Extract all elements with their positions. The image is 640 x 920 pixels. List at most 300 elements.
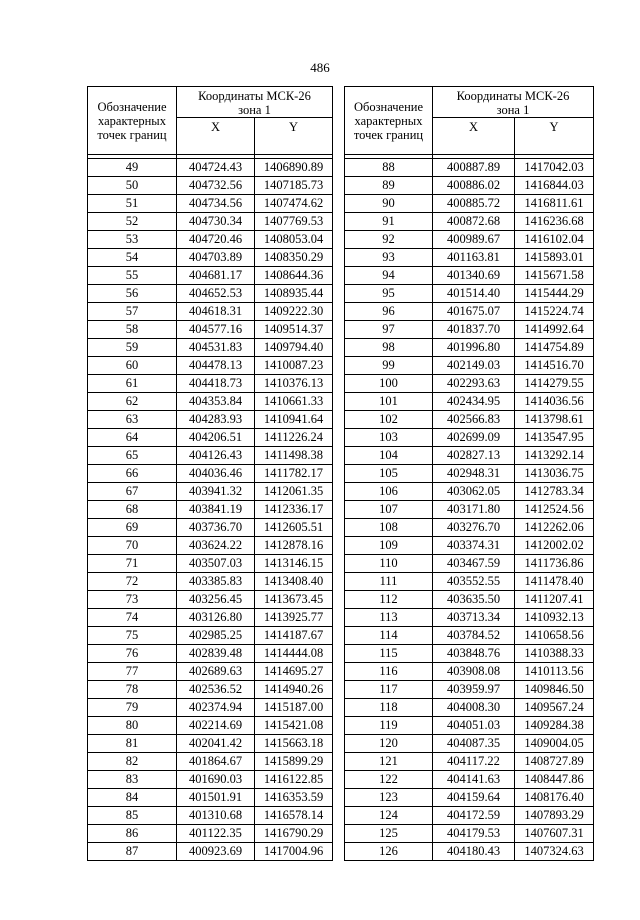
y-coordinate-cell: 1409284.38 [515,717,594,735]
table-row [88,429,333,447]
y-coordinate-cell: 1410376.13 [255,375,333,393]
point-id-cell: 53 [88,231,177,249]
point-id-cell: 112 [345,591,433,609]
table-row [88,321,333,339]
y-coordinate-cell: 1415444.29 [515,285,594,303]
x-coordinate-cell: 401163.81 [433,249,515,267]
point-id-cell: 67 [88,483,177,501]
x-coordinate-cell: 404087.35 [433,735,515,753]
coordinates-table-left [87,86,333,861]
y-coordinate-cell: 1413547.95 [515,429,594,447]
point-id-cell: 102 [345,411,433,429]
x-coordinate-cell: 402041.42 [177,735,255,753]
y-coordinate-cell: 1411782.17 [255,465,333,483]
coordinates-table-right [344,86,594,861]
x-coordinate-cell: 402948.31 [433,465,515,483]
x-coordinate-cell: 402985.25 [177,627,255,645]
y-coordinate-cell: 1410941.64 [255,411,333,429]
point-id-cell: 75 [88,627,177,645]
table-row [345,357,594,375]
y-coordinate-cell: 1408447.86 [515,771,594,789]
table-row [345,537,594,555]
point-id-cell: 111 [345,573,433,591]
table-row [88,735,333,753]
table-row [345,393,594,411]
point-id-cell: 84 [88,789,177,807]
x-coordinate-cell: 401310.68 [177,807,255,825]
point-id-cell: 79 [88,699,177,717]
x-coordinate-cell: 403959.97 [433,681,515,699]
table-row [345,465,594,483]
table-row [345,321,594,339]
y-coordinate-cell: 1416790.29 [255,825,333,843]
x-coordinate-cell: 404724.43 [177,159,255,177]
x-coordinate-cell: 402214.69 [177,717,255,735]
point-id-cell: 105 [345,465,433,483]
x-coordinate-cell: 404180.43 [433,843,515,861]
y-coordinate-cell: 1407893.29 [515,807,594,825]
y-coordinate-cell: 1413798.61 [515,411,594,429]
x-coordinate-cell: 404732.56 [177,177,255,195]
point-id-cell: 103 [345,429,433,447]
table-row [88,609,333,627]
point-id-cell: 58 [88,321,177,339]
point-id-cell: 101 [345,393,433,411]
y-coordinate-cell: 1412783.34 [515,483,594,501]
header-x: X [433,118,515,155]
point-id-cell: 56 [88,285,177,303]
y-coordinate-cell: 1411498.38 [255,447,333,465]
table-row [88,447,333,465]
table-row [345,843,594,861]
table-row [88,213,333,231]
y-coordinate-cell: 1414754.89 [515,339,594,357]
table-row [345,447,594,465]
x-coordinate-cell: 403624.22 [177,537,255,555]
table-row [345,789,594,807]
y-coordinate-cell: 1408176.40 [515,789,594,807]
y-coordinate-cell: 1407474.62 [255,195,333,213]
x-coordinate-cell: 404734.56 [177,195,255,213]
table-row [345,645,594,663]
point-id-cell: 76 [88,645,177,663]
y-coordinate-cell: 1407185.73 [255,177,333,195]
table-body-left [88,155,333,861]
point-id-cell: 118 [345,699,433,717]
table-row [88,843,333,861]
point-id-cell: 82 [88,753,177,771]
y-coordinate-cell: 1409514.37 [255,321,333,339]
y-coordinate-cell: 1409222.30 [255,303,333,321]
point-id-cell: 108 [345,519,433,537]
table-row [345,771,594,789]
x-coordinate-cell: 404353.84 [177,393,255,411]
x-coordinate-cell: 401675.07 [433,303,515,321]
point-id-cell: 54 [88,249,177,267]
point-id-cell: 69 [88,519,177,537]
x-coordinate-cell: 404703.89 [177,249,255,267]
point-id-cell: 93 [345,249,433,267]
table-row [345,591,594,609]
table-row [345,627,594,645]
table-row [345,375,594,393]
point-id-cell: 119 [345,717,433,735]
x-coordinate-cell: 404681.17 [177,267,255,285]
x-coordinate-cell: 404283.93 [177,411,255,429]
x-coordinate-cell: 403908.08 [433,663,515,681]
y-coordinate-cell: 1416236.68 [515,213,594,231]
point-id-cell: 95 [345,285,433,303]
point-id-cell: 106 [345,483,433,501]
x-coordinate-cell: 404141.63 [433,771,515,789]
table-row [345,609,594,627]
table-row [88,555,333,573]
x-coordinate-cell: 400872.68 [433,213,515,231]
table-row [345,483,594,501]
y-coordinate-cell: 1413408.40 [255,573,333,591]
point-id-cell: 68 [88,501,177,519]
y-coordinate-cell: 1410661.33 [255,393,333,411]
y-coordinate-cell: 1416844.03 [515,177,594,195]
y-coordinate-cell: 1411226.24 [255,429,333,447]
table-row [88,249,333,267]
table-row [88,357,333,375]
y-coordinate-cell: 1407324.63 [515,843,594,861]
x-coordinate-cell: 403276.70 [433,519,515,537]
y-coordinate-cell: 1408727.89 [515,753,594,771]
point-id-cell: 55 [88,267,177,285]
table-row [345,249,594,267]
point-id-cell: 110 [345,555,433,573]
point-id-cell: 122 [345,771,433,789]
table-row [88,231,333,249]
y-coordinate-cell: 1411478.40 [515,573,594,591]
table-row [88,375,333,393]
x-coordinate-cell: 403385.83 [177,573,255,591]
x-coordinate-cell: 402536.52 [177,681,255,699]
y-coordinate-cell: 1414036.56 [515,393,594,411]
y-coordinate-cell: 1409846.50 [515,681,594,699]
point-id-cell: 60 [88,357,177,375]
table-row [88,537,333,555]
table-row [88,159,333,177]
y-coordinate-cell: 1414695.27 [255,663,333,681]
y-coordinate-cell: 1408644.36 [255,267,333,285]
header-x: X [177,118,255,155]
point-id-cell: 73 [88,591,177,609]
header-y: Y [255,118,333,155]
x-coordinate-cell: 402827.13 [433,447,515,465]
table-row [345,285,594,303]
point-id-cell: 92 [345,231,433,249]
table-row [345,231,594,249]
point-id-cell: 91 [345,213,433,231]
x-coordinate-cell: 403467.59 [433,555,515,573]
table-row [88,573,333,591]
y-coordinate-cell: 1414940.26 [255,681,333,699]
table-row [345,573,594,591]
header-point-label: Обозначение характерных точек границ [88,87,177,155]
point-id-cell: 87 [88,843,177,861]
point-id-cell: 78 [88,681,177,699]
x-coordinate-cell: 402149.03 [433,357,515,375]
x-coordinate-cell: 403126.80 [177,609,255,627]
y-coordinate-cell: 1414992.64 [515,321,594,339]
table-row [88,753,333,771]
y-coordinate-cell: 1412524.56 [515,501,594,519]
header-point-label: Обозначение характерных точек границ [345,87,433,155]
table-row [88,771,333,789]
table-row [345,681,594,699]
table-row [88,645,333,663]
x-coordinate-cell: 401122.35 [177,825,255,843]
x-coordinate-cell: 401340.69 [433,267,515,285]
point-id-cell: 121 [345,753,433,771]
y-coordinate-cell: 1406890.89 [255,159,333,177]
table-row [88,663,333,681]
y-coordinate-cell: 1413925.77 [255,609,333,627]
x-coordinate-cell: 404159.64 [433,789,515,807]
y-coordinate-cell: 1410087.23 [255,357,333,375]
y-coordinate-cell: 1412262.06 [515,519,594,537]
y-coordinate-cell: 1407769.53 [255,213,333,231]
table-row [88,627,333,645]
y-coordinate-cell: 1415663.18 [255,735,333,753]
y-coordinate-cell: 1408053.04 [255,231,333,249]
point-id-cell: 109 [345,537,433,555]
table-row [345,753,594,771]
table-row [345,663,594,681]
x-coordinate-cell: 403171.80 [433,501,515,519]
x-coordinate-cell: 404179.53 [433,825,515,843]
point-id-cell: 57 [88,303,177,321]
x-coordinate-cell: 404206.51 [177,429,255,447]
table-row [88,519,333,537]
x-coordinate-cell: 403507.03 [177,555,255,573]
table-row [88,483,333,501]
table-row [345,555,594,573]
y-coordinate-cell: 1410932.13 [515,609,594,627]
table-row [88,501,333,519]
table-row [88,681,333,699]
y-coordinate-cell: 1416578.14 [255,807,333,825]
y-coordinate-cell: 1410658.56 [515,627,594,645]
x-coordinate-cell: 404418.73 [177,375,255,393]
point-id-cell: 114 [345,627,433,645]
point-id-cell: 113 [345,609,433,627]
table-row [345,177,594,195]
header-coord-system: Координаты МСК-26 зона 1 [433,87,594,118]
x-coordinate-cell: 404618.31 [177,303,255,321]
table-row [345,213,594,231]
table-row [88,303,333,321]
x-coordinate-cell: 401837.70 [433,321,515,339]
point-id-cell: 51 [88,195,177,213]
table-row [88,195,333,213]
y-coordinate-cell: 1415893.01 [515,249,594,267]
x-coordinate-cell: 404577.16 [177,321,255,339]
point-id-cell: 89 [345,177,433,195]
table-row [345,717,594,735]
x-coordinate-cell: 403062.05 [433,483,515,501]
x-coordinate-cell: 402566.83 [433,411,515,429]
table-row [88,411,333,429]
point-id-cell: 86 [88,825,177,843]
x-coordinate-cell: 400923.69 [177,843,255,861]
point-id-cell: 99 [345,357,433,375]
x-coordinate-cell: 403941.32 [177,483,255,501]
x-coordinate-cell: 403374.31 [433,537,515,555]
table-row [345,339,594,357]
table-row [345,159,594,177]
point-id-cell: 120 [345,735,433,753]
table-row [345,735,594,753]
point-id-cell: 52 [88,213,177,231]
x-coordinate-cell: 402689.63 [177,663,255,681]
table-row [345,267,594,285]
x-coordinate-cell: 404172.59 [433,807,515,825]
table-row [345,699,594,717]
x-coordinate-cell: 404008.30 [433,699,515,717]
table-row [88,717,333,735]
y-coordinate-cell: 1414516.70 [515,357,594,375]
table-row [345,195,594,213]
table-row [88,267,333,285]
y-coordinate-cell: 1410388.33 [515,645,594,663]
point-id-cell: 64 [88,429,177,447]
y-coordinate-cell: 1412002.02 [515,537,594,555]
y-coordinate-cell: 1409567.24 [515,699,594,717]
point-id-cell: 96 [345,303,433,321]
y-coordinate-cell: 1413146.15 [255,555,333,573]
y-coordinate-cell: 1417004.96 [255,843,333,861]
point-id-cell: 88 [345,159,433,177]
x-coordinate-cell: 401501.91 [177,789,255,807]
point-id-cell: 63 [88,411,177,429]
point-id-cell: 59 [88,339,177,357]
y-coordinate-cell: 1407607.31 [515,825,594,843]
x-coordinate-cell: 400885.72 [433,195,515,213]
point-id-cell: 104 [345,447,433,465]
x-coordinate-cell: 403256.45 [177,591,255,609]
y-coordinate-cell: 1413673.45 [255,591,333,609]
point-id-cell: 81 [88,735,177,753]
y-coordinate-cell: 1412605.51 [255,519,333,537]
x-coordinate-cell: 404720.46 [177,231,255,249]
y-coordinate-cell: 1412336.17 [255,501,333,519]
x-coordinate-cell: 402434.95 [433,393,515,411]
y-coordinate-cell: 1415899.29 [255,753,333,771]
x-coordinate-cell: 404478.13 [177,357,255,375]
x-coordinate-cell: 403848.76 [433,645,515,663]
y-coordinate-cell: 1409004.05 [515,735,594,753]
table-row [88,339,333,357]
point-id-cell: 115 [345,645,433,663]
x-coordinate-cell: 403841.19 [177,501,255,519]
point-id-cell: 97 [345,321,433,339]
y-coordinate-cell: 1416102.04 [515,231,594,249]
x-coordinate-cell: 404652.53 [177,285,255,303]
y-coordinate-cell: 1416122.85 [255,771,333,789]
header-coord-system: Координаты МСК-26 зона 1 [177,87,333,118]
table-row [88,393,333,411]
x-coordinate-cell: 401514.40 [433,285,515,303]
point-id-cell: 65 [88,447,177,465]
point-id-cell: 77 [88,663,177,681]
table-row [345,501,594,519]
y-coordinate-cell: 1413292.14 [515,447,594,465]
point-id-cell: 80 [88,717,177,735]
y-coordinate-cell: 1415224.74 [515,303,594,321]
x-coordinate-cell: 400887.89 [433,159,515,177]
x-coordinate-cell: 402699.09 [433,429,515,447]
x-coordinate-cell: 402374.94 [177,699,255,717]
x-coordinate-cell: 404036.46 [177,465,255,483]
table-row [88,825,333,843]
table-row [345,411,594,429]
point-id-cell: 126 [345,843,433,861]
point-id-cell: 107 [345,501,433,519]
table-row [345,303,594,321]
x-coordinate-cell: 402839.48 [177,645,255,663]
y-coordinate-cell: 1411736.86 [515,555,594,573]
point-id-cell: 70 [88,537,177,555]
point-id-cell: 98 [345,339,433,357]
point-id-cell: 83 [88,771,177,789]
table-row [88,789,333,807]
y-coordinate-cell: 1417042.03 [515,159,594,177]
y-coordinate-cell: 1408350.29 [255,249,333,267]
point-id-cell: 125 [345,825,433,843]
point-id-cell: 94 [345,267,433,285]
table-row [345,825,594,843]
table-row [88,807,333,825]
x-coordinate-cell: 401690.03 [177,771,255,789]
y-coordinate-cell: 1416353.59 [255,789,333,807]
header-y: Y [515,118,594,155]
point-id-cell: 123 [345,789,433,807]
table-row [345,807,594,825]
table-row [88,699,333,717]
table-row [88,591,333,609]
point-id-cell: 66 [88,465,177,483]
point-id-cell: 100 [345,375,433,393]
table-row [88,465,333,483]
point-id-cell: 62 [88,393,177,411]
x-coordinate-cell: 404117.22 [433,753,515,771]
table-row [88,285,333,303]
point-id-cell: 72 [88,573,177,591]
x-coordinate-cell: 401864.67 [177,753,255,771]
y-coordinate-cell: 1412878.16 [255,537,333,555]
y-coordinate-cell: 1411207.41 [515,591,594,609]
table-body-right [345,155,594,861]
point-id-cell: 71 [88,555,177,573]
table-row [345,519,594,537]
y-coordinate-cell: 1415671.58 [515,267,594,285]
x-coordinate-cell: 403736.70 [177,519,255,537]
y-coordinate-cell: 1414279.55 [515,375,594,393]
x-coordinate-cell: 404126.43 [177,447,255,465]
point-id-cell: 117 [345,681,433,699]
y-coordinate-cell: 1416811.61 [515,195,594,213]
y-coordinate-cell: 1415421.08 [255,717,333,735]
x-coordinate-cell: 402293.63 [433,375,515,393]
y-coordinate-cell: 1414444.08 [255,645,333,663]
x-coordinate-cell: 403635.50 [433,591,515,609]
x-coordinate-cell: 403784.52 [433,627,515,645]
x-coordinate-cell: 401996.80 [433,339,515,357]
